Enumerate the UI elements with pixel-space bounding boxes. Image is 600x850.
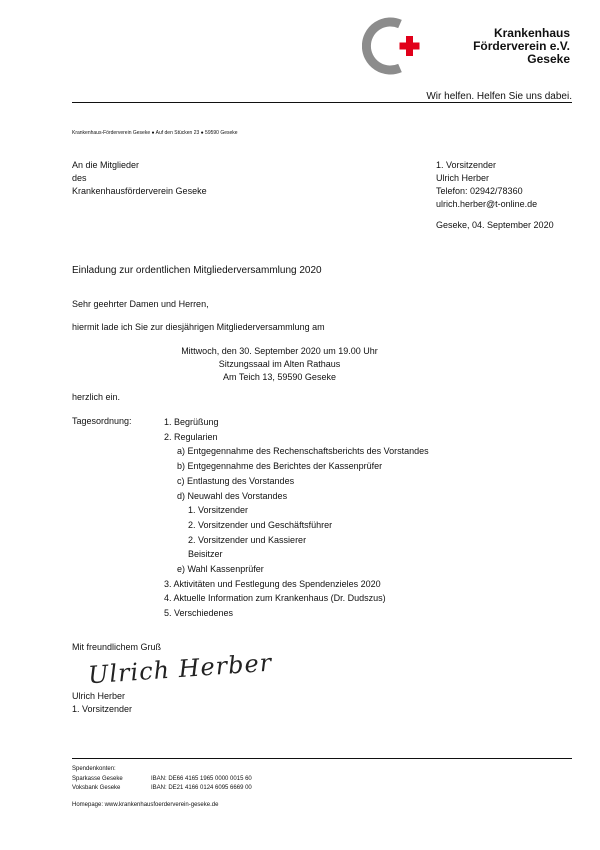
agenda-item: 3. Aktivitäten und Festlegung des Spendenzieles 2020 bbox=[164, 578, 381, 589]
agenda-position: Beisitzer bbox=[188, 549, 223, 560]
bank-name: Voksbank Geseke bbox=[72, 785, 121, 791]
meeting-venue: Sitzungssaal im Alten Rathaus bbox=[218, 359, 341, 369]
bank-name: Sparkasse Geseke bbox=[72, 775, 123, 782]
bank-iban: IBAN: DE21 4166 0124 6095 6669 00 bbox=[151, 785, 252, 791]
agenda-position: 2. Vorsitzender und Kassierer bbox=[188, 534, 307, 545]
contact-email: ulrich.herber@t-online.de bbox=[436, 199, 538, 209]
bank-account bbox=[72, 775, 252, 785]
agenda-item: 1. Begrüßung bbox=[164, 417, 219, 427]
agenda-subitem: a) Entgegennahme des Rechenschaftsberichts des Vorstandes bbox=[177, 446, 429, 457]
recipient-line: An die Mitglieder bbox=[72, 160, 140, 170]
red-cross-logo-icon bbox=[362, 16, 428, 76]
agenda-item: 5. Verschiedenes bbox=[164, 608, 234, 619]
agenda-position: 2. Vorsitzender und Geschäftsführer bbox=[188, 519, 333, 530]
recipient-address bbox=[72, 159, 207, 198]
bank-account bbox=[72, 784, 252, 794]
signer-block bbox=[72, 690, 132, 716]
contact-block bbox=[436, 159, 537, 211]
footer-heading: Spendenkonten: bbox=[72, 766, 116, 772]
meeting-details bbox=[72, 345, 487, 384]
footer-rule bbox=[72, 758, 572, 759]
agenda-subitem: e) Wahl Kassenprüfer bbox=[177, 564, 264, 575]
contact-line: Telefon: 02942/78360 bbox=[436, 186, 523, 196]
agenda-subitem: d) Neuwahl des Vorstandes bbox=[177, 490, 288, 501]
recipient-line: des bbox=[72, 173, 87, 183]
org-name-line: Krankenhaus bbox=[493, 26, 570, 40]
contact-line: Ulrich Herber bbox=[436, 173, 490, 183]
footer-homepage: Homepage: www.krankenhausfoerderverein-geseke.de bbox=[72, 801, 219, 808]
agenda-item: 4. Aktuelle Information zum Krankenhaus (Dr. Dudszus) bbox=[164, 593, 386, 604]
agenda-label: Tagesordnung: bbox=[72, 416, 132, 426]
header-rule bbox=[72, 102, 572, 103]
logo bbox=[362, 16, 428, 76]
agenda-subitem: b) Entgegennahme des Berichtes der Kassenprüfer bbox=[177, 461, 383, 472]
handwritten-signature: Ulrich Herber bbox=[87, 648, 273, 690]
org-name-line: Geseke bbox=[527, 52, 570, 66]
org-name-line: Förderverein e.V. bbox=[473, 39, 570, 53]
salutation: Sehr geehrter Damen und Herren, bbox=[72, 299, 209, 309]
agenda-item: 2. Regularien bbox=[164, 431, 218, 442]
footer bbox=[72, 765, 252, 810]
contact-line: 1. Vorsitzender bbox=[436, 160, 497, 170]
agenda-list bbox=[0, 415, 600, 621]
slogan: Wir helfen. Helfen Sie uns dabei. bbox=[426, 91, 572, 102]
greeting: Mit freundlichem Gruß bbox=[72, 642, 162, 652]
organization-name bbox=[473, 27, 570, 66]
signer-title: 1. Vorsitzender bbox=[72, 704, 133, 714]
subject: Einladung zur ordentlichen Mitgliederversammlung 2020 bbox=[72, 265, 322, 276]
sender-line: Krankenhaus-Förderverein Geseke ● Auf den Stücken 23 ● 59590 Geseke bbox=[72, 130, 238, 136]
bank-iban: IBAN: DE66 4165 1965 0000 0015 60 bbox=[151, 775, 252, 782]
recipient-line: Krankenhausförderverein Geseke bbox=[72, 186, 207, 196]
letter-date: Geseke, 04. September 2020 bbox=[436, 220, 554, 230]
signer-name: Ulrich Herber bbox=[72, 691, 126, 701]
agenda-subitem: c) Entlastung des Vorstandes bbox=[177, 475, 295, 486]
closing-phrase: herzlich ein. bbox=[72, 392, 121, 402]
intro-text: hiermit lade ich Sie zur diesjährigen Mitgliederversammlung am bbox=[72, 322, 325, 332]
agenda-position: 1. Vorsitzender bbox=[188, 505, 249, 516]
meeting-address: Am Teich 13, 59590 Geseke bbox=[223, 372, 336, 382]
meeting-date: Mittwoch, den 30. September 2020 um 19.00 Uhr bbox=[181, 346, 378, 356]
